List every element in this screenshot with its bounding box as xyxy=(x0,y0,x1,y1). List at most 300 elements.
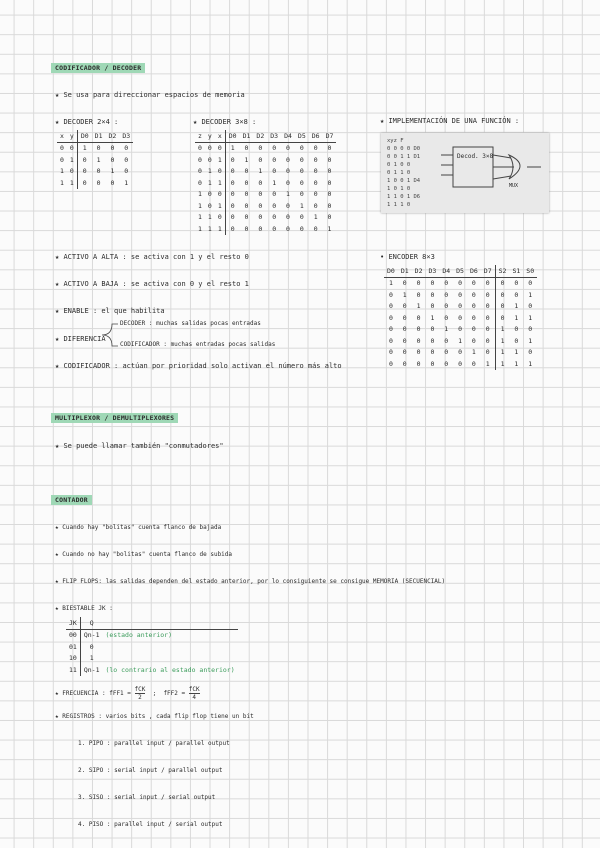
table-header-cell: D3 xyxy=(425,265,439,277)
table-cell: 0 xyxy=(225,223,239,235)
circuit-photo xyxy=(381,133,549,213)
table-cell: 0 xyxy=(458,302,463,311)
table-cell: 0 xyxy=(60,144,64,153)
table-cell: 0 xyxy=(77,154,91,166)
table-cell: 1 xyxy=(327,224,332,233)
table-cell: 0 xyxy=(80,641,102,653)
table-cell: 1 xyxy=(444,325,449,334)
table-row xyxy=(57,154,133,166)
table-cell: 0 xyxy=(430,336,435,345)
table-cell: Qn-1 xyxy=(80,664,102,676)
table-cell: 0 xyxy=(313,178,318,187)
table-header-cell: D0 xyxy=(225,130,239,142)
table-cell: 0 xyxy=(313,144,318,153)
table-cell: 0 xyxy=(313,155,318,164)
table-cell: 1 xyxy=(80,653,102,665)
table-cell: 0 xyxy=(313,224,318,233)
freq1-fraction xyxy=(135,686,146,701)
dec38-title-text: DECODER 3×8 : xyxy=(201,118,257,126)
table-cell: 0 xyxy=(485,290,490,299)
table-row xyxy=(384,289,537,301)
table-cell xyxy=(102,653,237,665)
codificador-note-text: CODIFICADOR : actúan por prioridad solo activan el número más alto xyxy=(63,362,342,370)
table-header-cell: D0 xyxy=(77,130,91,142)
table-cell: 1 xyxy=(207,178,212,187)
table-cell: 0 xyxy=(458,313,463,322)
table-cell: 1 xyxy=(495,347,509,359)
table-cell: 0 xyxy=(388,302,393,311)
table-cell: 0 xyxy=(388,336,393,345)
diferencia-label: DIFERENCIA xyxy=(63,335,106,343)
bullet-conmutadores: ★ Se puede llamar también "conmutadores" xyxy=(55,442,224,450)
reg-siso: 3. SISO : serial input / serial output xyxy=(78,794,216,801)
biestable-title: ★ BIESTABLE JK : xyxy=(55,605,113,612)
table-cell: 0 xyxy=(299,190,304,199)
photo-line: 1 1 1 0 xyxy=(387,202,411,208)
table-cell: 1 xyxy=(198,201,202,210)
table-cell: 1 xyxy=(528,359,533,368)
table-cell: 0 xyxy=(416,290,421,299)
table-cell: 0 xyxy=(458,359,463,368)
table-cell: 0 xyxy=(388,325,393,334)
table-cell: 0 xyxy=(299,144,304,153)
table-cell: 1 xyxy=(514,348,519,357)
table-cell: 0 xyxy=(327,155,332,164)
table-row xyxy=(384,277,537,289)
photo-line: 1 1 0 1 D6 xyxy=(387,194,421,200)
registros-text: REGISTROS : varios bits , cada flip flop tiene un bit xyxy=(62,713,254,720)
table-header-cell xyxy=(102,617,237,629)
table-row xyxy=(57,142,133,154)
table-cell: 0 xyxy=(198,178,202,187)
freq2-fraction xyxy=(189,686,200,701)
registros: ★ REGISTROS : varios bits , cada flip flop tiene un bit xyxy=(55,713,254,720)
table-header-cell: x xyxy=(57,130,67,142)
table-cell: 0 xyxy=(69,167,74,176)
table-cell: 0 xyxy=(402,336,407,345)
table-cell: 0 xyxy=(272,213,277,222)
table-cell: 1 xyxy=(217,201,222,210)
table-row xyxy=(195,142,336,154)
photo-line: 0 1 0 0 xyxy=(387,162,411,168)
bullet-memoria: ★ Se usa para direccionar espacios de memoria xyxy=(55,91,245,99)
table-header-cell: D2 xyxy=(412,265,426,277)
table-cell: 0 xyxy=(69,144,74,153)
table-cell: 0 xyxy=(225,166,239,178)
table-cell: 0 xyxy=(327,201,332,210)
activo-baja: ★ ACTIVO A BAJA : se activa con 0 y el resto 1 xyxy=(55,280,249,288)
table-cell: 1 xyxy=(258,167,263,176)
table-cell: 0 xyxy=(217,190,222,199)
table-cell: 1 xyxy=(528,336,533,345)
table-cell: 0 xyxy=(528,279,533,288)
reg-pipo: 1. PIPO : parallel input / parallel output xyxy=(78,740,230,747)
table-cell: 0 xyxy=(388,359,393,368)
table-cell: 0 xyxy=(272,190,277,199)
table-cell: 0 xyxy=(96,178,101,187)
freq1-den: 2 xyxy=(138,694,142,701)
flip-flops-text: FLIP FLOPS: las salidas dependen del estado anterior, por lo consiguiente se consigue MEMORIA (SECUENCIAL) xyxy=(62,578,446,585)
table-header-cell: D3 xyxy=(119,130,133,142)
activo-alta-text: ACTIVO A ALTA : se activa con 1 y el resto 0 xyxy=(63,253,249,261)
table-header-cell: D4 xyxy=(281,130,295,142)
table-header-cell: y xyxy=(205,130,215,142)
table-cell: 0 xyxy=(388,348,393,357)
table-cell: 0 xyxy=(485,302,490,311)
frecuencia-label: FRECUENCIA : xyxy=(62,690,106,697)
table-cell: 0 xyxy=(402,313,407,322)
table-cell: 0 xyxy=(471,359,476,368)
table-cell: 0 xyxy=(444,359,449,368)
table-cell: 0 xyxy=(430,348,435,357)
table-cell: 0 xyxy=(313,190,318,199)
table-cell: 0 xyxy=(244,178,249,187)
dec24-title: ★ DECODER 2×4 : xyxy=(55,118,119,126)
table-cell: 0 xyxy=(528,348,533,357)
table-header-cell: D3 xyxy=(267,130,281,142)
table-row xyxy=(66,641,238,653)
table-cell: 0 xyxy=(244,201,249,210)
table-cell: 0 xyxy=(225,177,239,189)
table-cell: 0 xyxy=(471,279,476,288)
table-cell: 1 xyxy=(217,155,222,164)
table-cell: 1 xyxy=(69,155,74,164)
reg-sipo: 2. SIPO : serial input / parallel output xyxy=(78,767,223,774)
table-row xyxy=(195,212,336,224)
enable-text: ENABLE : el que habilita xyxy=(63,307,165,315)
table-cell: 0 xyxy=(225,200,239,212)
table-cell: 0 xyxy=(198,155,202,164)
freq2-lhs: fFF2 = xyxy=(163,690,186,697)
table-cell: 0 xyxy=(244,167,249,176)
table-cell: 1 xyxy=(402,290,407,299)
table-cell: (estado anterior) xyxy=(105,631,173,640)
flip-flops: ★ FLIP FLOPS: las salidas dependen del estado anterior, por lo consiguiente se consigue MEMORIA (SECUENCIAL) xyxy=(55,578,446,585)
table-cell: 0 xyxy=(286,224,290,233)
table-cell: 1 xyxy=(495,358,509,370)
contador-subida-text: Cuando no hay "bolitas" cuenta flanco de subida xyxy=(62,551,233,558)
diferencia-brace xyxy=(100,320,120,350)
table-cell: 1 xyxy=(110,167,115,176)
table-row xyxy=(195,189,336,201)
impl-title: ★ IMPLEMENTACIÓN DE UNA FUNCIÓN : xyxy=(380,117,520,125)
activo-alta: ★ ACTIVO A ALTA : se activa con 1 y el resto 0 xyxy=(55,253,249,261)
table-cell: 1 xyxy=(471,348,476,357)
table-cell: 1 xyxy=(495,335,509,347)
table-cell: 0 xyxy=(458,279,463,288)
table-cell: 0 xyxy=(313,167,318,176)
table-cell: 0 xyxy=(430,325,435,334)
table-header-cell: S1 xyxy=(509,265,523,277)
table-row xyxy=(195,200,336,212)
photo-mux-label: MUX xyxy=(509,183,519,189)
table-cell: 0 xyxy=(60,155,64,164)
diferencia-decoder: DECODER : muchas salidas pocas entradas xyxy=(120,320,261,327)
table-cell: 0 xyxy=(471,290,476,299)
table-row xyxy=(57,166,133,178)
photo-line: 0 0 1 1 D1 xyxy=(387,154,421,160)
table-header-cell: D4 xyxy=(439,265,453,277)
table-cell: 0 xyxy=(272,155,277,164)
table-cell: 1 xyxy=(514,302,519,311)
table-cell: 1 xyxy=(416,302,421,311)
table-cell: 0 xyxy=(402,359,407,368)
table-row xyxy=(384,358,537,370)
table-row xyxy=(195,166,336,178)
table-cell: 1 xyxy=(272,178,277,187)
section-title-codificador: CODIFICADOR / DECODER xyxy=(51,63,145,73)
table-cell: 0 xyxy=(258,155,263,164)
table-cell: 0 xyxy=(430,279,435,288)
table-cell: 0 xyxy=(430,290,435,299)
table-cell: 1 xyxy=(286,190,290,199)
table-header-cell: D6 xyxy=(309,130,323,142)
table-cell: 1 xyxy=(198,224,202,233)
table-cell: 0 xyxy=(77,177,91,189)
table-cell: 0 xyxy=(471,336,476,345)
table-cell: 0 xyxy=(388,290,393,299)
table-cell: 0 xyxy=(124,167,129,176)
table-cell: 1 xyxy=(198,213,202,222)
table-cell: 0 xyxy=(402,279,407,288)
table-cell: 1 xyxy=(495,324,509,336)
table-row xyxy=(384,324,537,336)
table-cell: 0 xyxy=(299,178,304,187)
table-cell: 0 xyxy=(96,144,101,153)
table-cell: 1 xyxy=(313,213,318,222)
diferencia: ★ DIFERENCIA xyxy=(55,335,106,343)
table-cell: 0 xyxy=(388,313,393,322)
table-cell: 0 xyxy=(514,290,519,299)
table-cell: 0 xyxy=(514,279,519,288)
table-cell: 0 xyxy=(258,144,263,153)
table-cell: 0 xyxy=(402,348,407,357)
table-cell: 1 xyxy=(207,213,212,222)
table-cell: 0 xyxy=(244,213,249,222)
table-header-cell: D5 xyxy=(453,265,467,277)
table-cell: 0 xyxy=(416,313,421,322)
table-header-cell: D2 xyxy=(253,130,267,142)
photo-line: 1 0 0 1 D4 xyxy=(387,178,421,184)
table-cell: 0 xyxy=(485,325,490,334)
table-cell: 1 xyxy=(528,290,533,299)
table-cell: 0 xyxy=(495,312,509,324)
table-cell: 1 xyxy=(198,190,202,199)
table-cell: 0 xyxy=(286,178,290,187)
enable: ★ ENABLE : el que habilita xyxy=(55,307,165,315)
table-cell: 0 xyxy=(416,348,421,357)
table-cell: 0 xyxy=(286,213,290,222)
table-cell: 0 xyxy=(327,167,332,176)
table-header-cell: S0 xyxy=(523,265,537,277)
table-cell: 0 xyxy=(110,178,115,187)
table-row xyxy=(195,223,336,235)
table-cell: 0 xyxy=(495,277,509,289)
table-cell: 0 xyxy=(110,155,115,164)
table-header-cell: D7 xyxy=(323,130,337,142)
codificador-note: ★ CODIFICADOR : actúan por prioridad solo activan el número más alto xyxy=(55,362,342,370)
table-cell: 0 xyxy=(77,166,91,178)
table-row xyxy=(66,629,238,641)
table-cell: 1 xyxy=(207,224,212,233)
frecuencia: ★ FRECUENCIA : fFF1 = $\frac{\text{fCK}}{2}$ ; fFF2 = $\frac{\text{fCK}}{4}$ xyxy=(55,686,200,701)
table-cell: 0 xyxy=(258,190,263,199)
table-cell: 0 xyxy=(444,313,449,322)
table-header-cell: S2 xyxy=(495,265,509,277)
table-header-cell: D0 xyxy=(384,265,398,277)
table-cell: 11 xyxy=(69,665,77,674)
table-cell: 0 xyxy=(528,325,533,334)
table-cell: 0 xyxy=(485,336,490,345)
table-header-row xyxy=(195,130,336,142)
table-cell: 0 xyxy=(514,325,519,334)
table-cell: 0 xyxy=(485,279,490,288)
table-cell: 1 xyxy=(514,359,519,368)
table-cell: 1 xyxy=(244,155,249,164)
table-cell: 0 xyxy=(313,201,318,210)
table-cell: 0 xyxy=(299,213,304,222)
table-cell: 0 xyxy=(444,290,449,299)
table-cell: 1 xyxy=(217,178,222,187)
photo-line: 1 0 1 0 xyxy=(387,186,411,192)
diferencia-codificador: CODIFICADOR : muchas entradas pocas salidas xyxy=(120,341,276,348)
contador-subida: ★ Cuando no hay "bolitas" cuenta flanco de subida xyxy=(55,551,233,558)
table-header-cell: D1 xyxy=(398,265,412,277)
table-cell: 0 xyxy=(272,201,277,210)
table-cell: 1 xyxy=(60,178,64,187)
table-cell: 0 xyxy=(485,313,490,322)
table-header-cell: D7 xyxy=(481,265,495,277)
table-cell: 0 xyxy=(286,155,290,164)
table-cell: 0 xyxy=(244,144,249,153)
table-cell: 0 xyxy=(272,224,277,233)
table-cell: 0 xyxy=(458,290,463,299)
table-cell: 0 xyxy=(444,348,449,357)
freq2-den: 4 xyxy=(192,694,196,701)
table-cell: 1 xyxy=(217,224,222,233)
table-cell: 10 xyxy=(69,654,77,663)
table-cell: 1 xyxy=(77,142,91,154)
table-header-row xyxy=(384,265,537,277)
table-cell: 0 xyxy=(444,302,449,311)
photo-line: 0 0 0 0 D0 xyxy=(387,146,421,152)
table-cell: 0 xyxy=(485,348,490,357)
table-cell: 0 xyxy=(198,144,202,153)
dec24-title-text: DECODER 2×4 : xyxy=(63,118,119,126)
table-row xyxy=(384,312,537,324)
table-cell: 0 xyxy=(402,302,407,311)
section-title-multiplexor: MULTIPLEXOR / DEMULTIPLEXORES xyxy=(51,413,178,423)
biestable-title-text: BIESTABLE JK : xyxy=(62,605,113,612)
decoder-3x8-table xyxy=(195,130,336,235)
table-header-cell: z xyxy=(195,130,205,142)
table-cell: 0 xyxy=(272,167,277,176)
table-header-cell: D1 xyxy=(240,130,254,142)
table-cell: 0 xyxy=(299,167,304,176)
table-cell: 1 xyxy=(528,313,533,322)
table-cell: (lo contrario al estado anterior) xyxy=(105,665,235,674)
table-cell: 0 xyxy=(444,279,449,288)
table-cell: 0 xyxy=(430,302,435,311)
table-row xyxy=(195,154,336,166)
table-cell: 1 xyxy=(514,313,519,322)
table-cell: 0 xyxy=(402,325,407,334)
table-cell: 0 xyxy=(207,144,212,153)
table-cell: 0 xyxy=(272,144,277,153)
contador-bajada-text: Cuando hay "bolitas" cuenta flanco de bajada xyxy=(62,524,222,531)
table-row xyxy=(384,301,537,313)
table-cell: 0 xyxy=(327,190,332,199)
table-cell: 0 xyxy=(514,336,519,345)
table-cell: 1 xyxy=(96,155,101,164)
table-cell: 0 xyxy=(471,325,476,334)
table-cell: 0 xyxy=(299,224,304,233)
table-header-cell: D5 xyxy=(295,130,309,142)
table-cell: 0 xyxy=(225,212,239,224)
table-header-cell: D2 xyxy=(106,130,120,142)
table-row xyxy=(195,177,336,189)
table-cell: 0 xyxy=(528,302,533,311)
freq1-num: fCK xyxy=(134,686,146,693)
table-cell: 0 xyxy=(258,178,263,187)
contador-bajada: ★ Cuando hay "bolitas" cuenta flanco de bajada xyxy=(55,524,222,531)
table-cell: 0 xyxy=(416,279,421,288)
table-cell: 0 xyxy=(471,313,476,322)
freq2-num: fCK xyxy=(188,686,200,693)
table-cell: 0 xyxy=(124,155,129,164)
table-cell: 0 xyxy=(458,325,463,334)
table-row xyxy=(66,664,238,676)
table-cell: 0 xyxy=(416,359,421,368)
enc83-title-text: ENCODER 8×3 xyxy=(388,253,435,261)
table-cell: 0 xyxy=(495,301,509,313)
table-row xyxy=(384,347,537,359)
table-cell: 0 xyxy=(495,289,509,301)
table-header-cell: JK xyxy=(66,617,80,629)
table-cell: 0 xyxy=(258,213,263,222)
encoder-8x3-table xyxy=(384,265,537,370)
table-cell: 0 xyxy=(244,224,249,233)
impl-title-text: IMPLEMENTACIÓN DE UNA FUNCIÓN : xyxy=(388,117,520,125)
decoder-2x4-table xyxy=(57,130,133,189)
table-header-cell: x xyxy=(215,130,225,142)
photo-line: 0 1 1 0 xyxy=(387,170,411,176)
table-cell: 0 xyxy=(299,155,304,164)
table-cell: 0 xyxy=(327,213,332,222)
table-row xyxy=(66,653,238,665)
table-cell: 1 xyxy=(124,178,129,187)
table-cell: 0 xyxy=(217,213,222,222)
table-cell: 0 xyxy=(286,144,290,153)
jk-table xyxy=(66,617,238,676)
bullet-conmutadores-text: Se puede llamar también "conmutadores" xyxy=(63,442,224,450)
photo-box-label: Decod. 3×8 xyxy=(457,153,494,160)
table-header-row xyxy=(57,130,133,142)
table-cell: 0 xyxy=(416,325,421,334)
table-cell: 0 xyxy=(96,167,101,176)
table-cell: 01 xyxy=(69,642,77,651)
circuit-sketch xyxy=(381,133,549,213)
enc83-title: • ENCODER 8×3 xyxy=(380,253,435,261)
table-cell: 0 xyxy=(327,144,332,153)
table-cell: 0 xyxy=(286,201,290,210)
table-cell: 0 xyxy=(207,201,212,210)
table-header-cell: Q xyxy=(80,617,102,629)
table-cell xyxy=(102,641,237,653)
table-cell: 0 xyxy=(110,144,115,153)
table-cell: 0 xyxy=(244,190,249,199)
table-cell: 0 xyxy=(430,359,435,368)
